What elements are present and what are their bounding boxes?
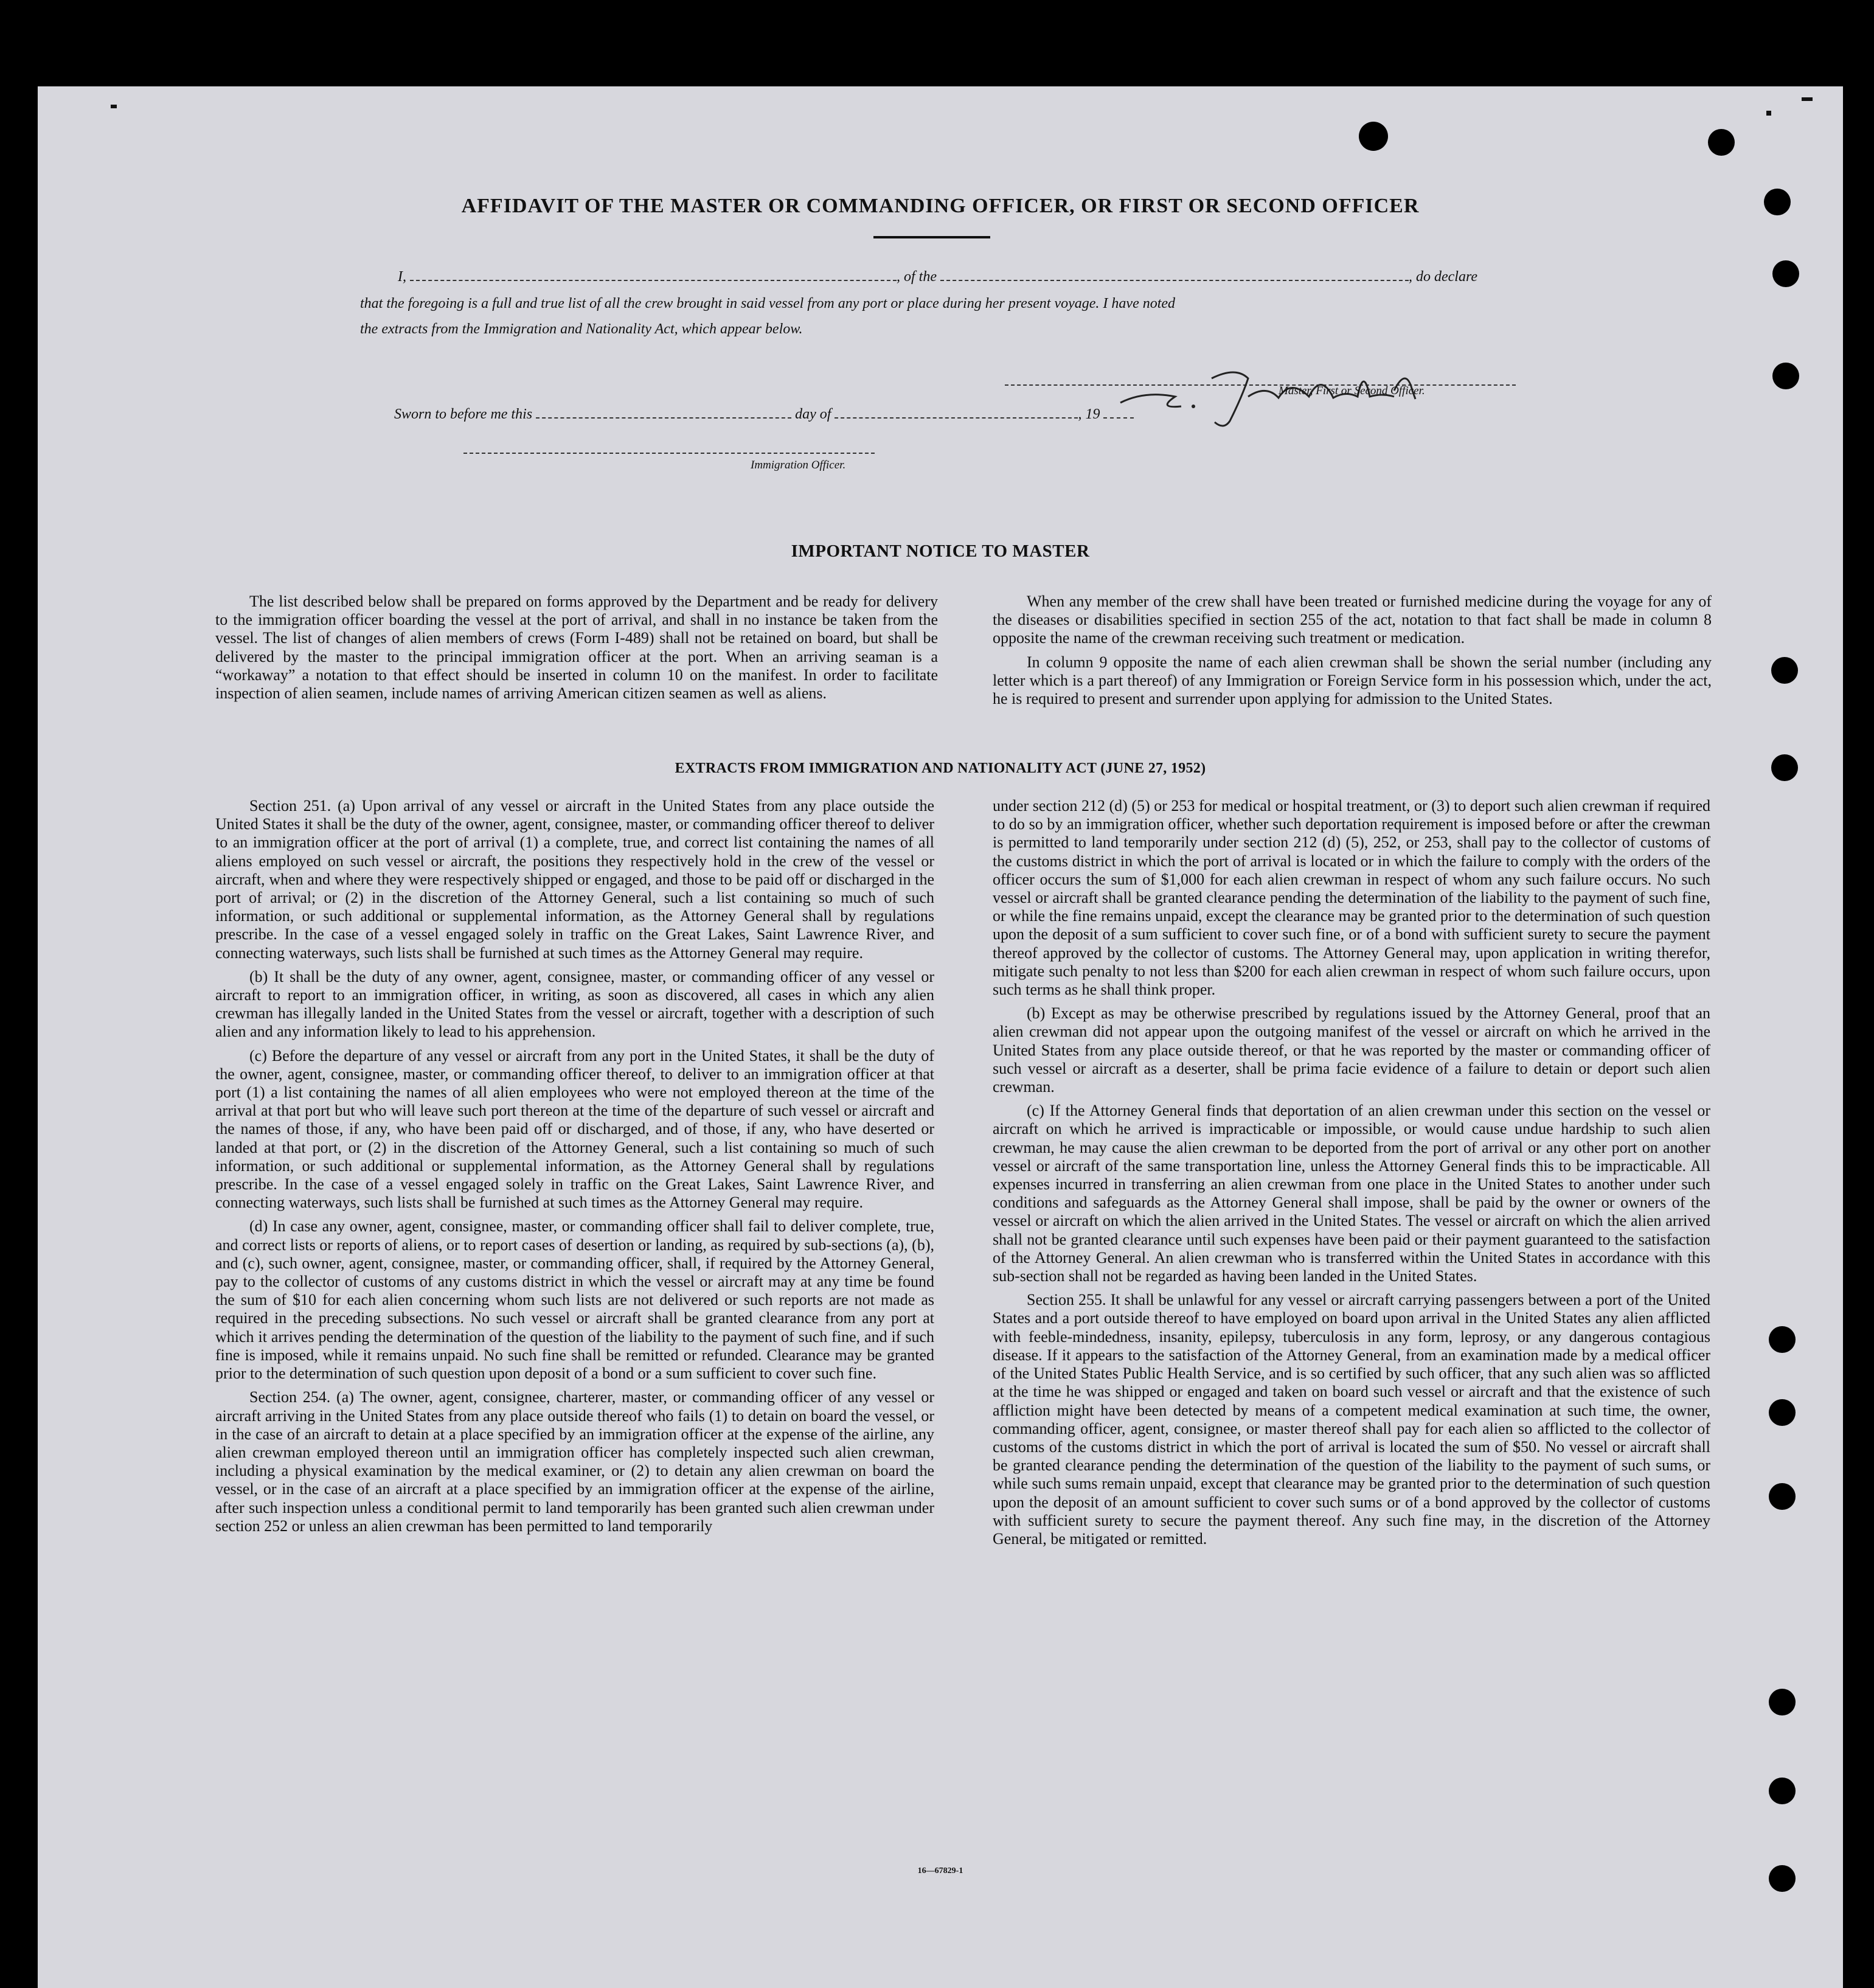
- punch-hole: [1769, 1326, 1796, 1353]
- declaration-line-2: that the foregoing is a full and true list of all the crew brought in said vessel from any port or place during her present voyage. I have noted: [360, 296, 1176, 311]
- notice-paragraph: When any member of the crew shall have been treated or furnished medicine during the voyage for any of the diseases or disabilities specified in section 255 of the act, notation to that fact shall be made in column 8 opposite the name of the crewman receiving such treatment or medication.: [993, 593, 1712, 647]
- punch-hole: [1772, 363, 1799, 389]
- declarant-name-field[interactable]: [410, 268, 897, 281]
- notice-paragraph: The list described below shall be prepared on forms approved by the Department and be ready for delivery to the immigration officer boarding the vessel at the port of arrival, and shall in no instance be taken from the vessel. The list of changes of alien members of crews (Form I-489) shall not be retained on board, but shall be delivered by the master to the principal immigration officer at the port. When an arriving seaman is a “workaway” a notation to that effect should be inserted in column 10 on the manifest. In order to facilitate inspection of alien seamen, include names of arriving American citizen seamen as well as aliens.: [215, 593, 938, 703]
- statute-paragraph: (b) It shall be the duty of any owner, agent, consignee, master, or commanding officer of any vessel or aircraft to report to an immigration officer, in writing, as soon as discovered, all cases in which any alien crewman has illegally landed in the United States from the vessel or aircraft, together with a description of such alien and any information likely to lead to his apprehension.: [215, 967, 934, 1041]
- statute-paragraph: (d) In case any owner, agent, consignee, master, or commanding officer shall fail to deliver complete, true, and correct lists or reports of aliens, or to report cases of desertion or landing, as required by sub-sections (a), (b), and (c), such owner, agent, consignee, master, or commanding officer, shall, if required by the Attorney General, pay to the collector of customs of any customs district in which the vessel or aircraft may at any time be found the sum of $10 for each alien concerning whom such lists are not delivered or such reports are not made as required in the preceding subsections. No such vessel or aircraft shall be granted clearance from any port at which it arrives pending the determination of the question of the liability to the payment of such fine, and if such fine is imposed, while it remains unpaid. No such fine shall be remitted or refunded. Clearance may be granted prior to the determination of such question upon deposit of a bond or a sum sufficient to cover such fine.: [215, 1217, 934, 1383]
- extracts-left-column: [215, 797, 934, 1541]
- statute-paragraph: Section 254. (a) The owner, agent, consignee, charterer, master, or commanding officer of any vessel or aircraft arriving in the United States from any place outside thereof who fails (1) to detain on board the vessel, or in the case of an aircraft to detain at a place specified by an immigration officer at the expense of the airline, any alien crewman employed thereon until an immigration officer has completely inspected such alien crewman, including a physical examination by the medical examiner, or (2) to detain any alien crewman on board the vessel, or in the case of an aircraft at a place specified by an immigration officer at the expense of the airline, after such inspection unless a conditional permit to land temporarily has been granted such alien crewman under section 252 or unless an alien crewman has been permitted to land temporarily: [215, 1388, 934, 1535]
- statute-paragraph: Section 255. It shall be unlawful for any vessel or aircraft carrying passengers between a port of the United States and a port outside thereof to have employed on board upon arrival in the United States any alien afflicted with feeble-mindedness, insanity, epilepsy, tuberculosis in any form, leprosy, or any dangerous contagious disease. If it appears to the satisfaction of the Attorney General, from an examination made by a medical officer of the United States Public Health Service, and is so certified by such officer, that any such alien was so afflicted at the time he was shipped or engaged and taken on board such vessel or aircraft and that the existence of such affliction might have been detected by means of a competent medical examination at such time, the owner, commanding officer, agent, consignee, or master thereof shall pay for each alien so afflicted to the collector of customs of the customs district in which the port of arrival is located the sum of $50. No vessel or aircraft shall be granted clearance pending the determination of the question of the liability to the payment of such sums, or while such sums remain unpaid, except that clearance may be granted prior to the determination of such question upon the deposit of an amount sufficient to cover such sums or of a bond approved by the collector of customs with sufficient surety to secure the payment thereof. Any such fine may, in the discretion of the Attorney General, be mitigated or remitted.: [993, 1291, 1710, 1548]
- affidavit-title: AFFIDAVIT OF THE MASTER OR COMMANDING OFFICER, OR FIRST OR SECOND OFFICER: [461, 195, 1420, 217]
- punch-hole: [1769, 1399, 1796, 1426]
- statute-paragraph: under section 212 (d) (5) or 253 for medical or hospital treatment, or (3) to deport such alien crewman if required to do so by an immigration officer, whether such deportation requirement is imposed before or after the crewman is permitted to land temporarily under section 212 (d) (5), 252, or 253, shall pay to the collector of customs of the customs district in which the port of arrival is located or in which the failure to comply with the orders of the officer occurs the sum of $1,000 for each alien crewman in respect of whom any such failure occurs. No such vessel or aircraft shall be granted clearance pending the determination of the liability to the payment of such fine, or while the fine remains unpaid, except the clearance may be granted prior to the determination of such question upon the deposit of a sum sufficient to cover such fine, or of a bond with sufficient surety to secure the payment thereof approved by the collector of customs. The Attorney General may, upon application in writing therefor, mitigate such penalty to not less than $200 for each alien crewman in respect of whom such failure occurs, upon such terms as he shall think proper.: [993, 797, 1710, 999]
- statute-paragraph: (c) Before the departure of any vessel or aircraft from any port in the United States, it shall be the duty of the owner, agent, consignee, master, or commanding officer thereof, to deliver to an immigration officer at that port (1) a list containing the names of all alien employees who were not employed thereon at the time of the arrival at that port but who will leave such port thereon at the time of the departure of such vessel or aircraft and the names of those, if any, who have been paid off or discharged, and of those, if any, who have deserted or landed at that port, or (2) in the discretion of the Attorney General, such a list containing so much of such information, or such additional or supplemental information, as the Attorney General shall by regulations prescribe. In the case of a vessel engaged solely in traffic on the Great Lakes, Saint Lawrence River, and connecting waterways, such lists shall be furnished at such times as the Attorney General may require.: [215, 1046, 934, 1212]
- sworn-text: Sworn to before me this: [394, 406, 533, 422]
- declaration-line-1: [398, 268, 1477, 285]
- day-of-text: day of: [795, 406, 831, 422]
- statute-paragraph: (b) Except as may be otherwise prescribed by regulations issued by the Attorney General, proof that an alien crewman did not appear upon the outgoing manifest of the vessel or aircraft on which he arrived in the United States from any place outside thereof, or that he was reported by the master or commanding officer of such vessel or aircraft as a deserter, shall be prima facie evidence of a failure to detain or deport such alien crewman.: [993, 1004, 1710, 1096]
- extracts-right-column: [993, 797, 1710, 1554]
- notice-left-column: [215, 593, 938, 708]
- statute-paragraph: Section 251. (a) Upon arrival of any vessel or aircraft in the United States from any place outside the United States it shall be the duty of the owner, agent, consignee, master, or commanding officer thereof to deliver to an immigration officer at the port of arrival (1) a complete, true, and correct list containing the names of all aliens employed on such vessel or aircraft, the positions they respectively hold in the crew of the vessel or aircraft, when and where they were respectively shipped or engaged, and those to be paid off or discharged in the port of arrival; or (2) in the discretion of the Attorney General, such a list containing so much of such information, or such additional or supplemental information, as the Attorney General shall by regulations prescribe. In the case of a vessel engaged solely in traffic on the Great Lakes, Saint Lawrence River, and connecting waterways, such lists shall be furnished at such times as the Attorney General may require.: [215, 797, 934, 962]
- scan-mark: [111, 105, 117, 108]
- sworn-line: [394, 405, 1134, 423]
- punch-hole: [1772, 260, 1799, 287]
- notice-title: IMPORTANT NOTICE TO MASTER: [791, 541, 1090, 561]
- do-declare-text: , do declare: [1409, 269, 1478, 285]
- immigration-officer-signature-field[interactable]: [463, 440, 875, 454]
- form-page: [38, 86, 1843, 1988]
- extracts-title: EXTRACTS FROM IMMIGRATION AND NATIONALITY ACT (JUNE 27, 1952): [675, 760, 1206, 776]
- scan-mark: [1766, 111, 1771, 116]
- declaration-line-3: the extracts from the Immigration and Nationality Act, which appear below.: [360, 321, 803, 337]
- punch-hole: [1769, 1778, 1796, 1804]
- of-the-text: , of the: [897, 269, 937, 285]
- vessel-name-field[interactable]: [940, 268, 1409, 281]
- declare-i-text: I,: [398, 269, 406, 285]
- punch-hole: [1769, 1689, 1796, 1715]
- scan-mark: [1802, 97, 1813, 101]
- master-caption: Master, First or Second Officer.: [1279, 384, 1425, 397]
- punch-hole: [1708, 129, 1735, 156]
- notice-right-column: [993, 593, 1712, 714]
- sworn-day-field[interactable]: [536, 405, 791, 419]
- immigration-officer-line: [463, 440, 875, 458]
- punch-hole: [1359, 122, 1388, 151]
- sworn-year-field[interactable]: [1103, 405, 1134, 419]
- year-prefix-text: , 19: [1078, 406, 1100, 422]
- punch-hole: [1769, 1483, 1796, 1510]
- immigration-officer-caption: Immigration Officer.: [751, 459, 846, 471]
- form-number: 16—67829-1: [917, 1866, 963, 1875]
- sworn-month-field[interactable]: [835, 405, 1078, 419]
- punch-hole: [1771, 657, 1798, 684]
- statute-paragraph: (c) If the Attorney General finds that deportation of an alien crewman under this section on the vessel or aircraft on which he arrived is impracticable or impossible, or would cause undue hardship to such alien crewman, he may cause the alien crewman to be deported from the port of arrival or any other port on another vessel or aircraft of the same transportation line, unless the Attorney General finds this to be impracticable. All expenses incurred in transferring an alien crewman from one place in the United States to another under such conditions and safeguards as the Attorney General shall impose, shall be paid by the owner or owners of the vessel or aircraft on which the alien arrived in the United States. The vessel or aircraft on which the alien arrived shall not be granted clearance until such expenses have been paid or their payment guaranteed to the satisfaction of the Attorney General. An alien crewman who is transferred within the United States in accordance with this sub-section shall not be regarded as having been landed in the United States.: [993, 1102, 1710, 1285]
- notice-paragraph: In column 9 opposite the name of each alien crewman shall be shown the serial number (including any letter which is a part thereof) of any Immigration or Foreign Service form in his possession which, under the act, he is required to present and surrender upon applying for admission to the United States.: [993, 653, 1712, 708]
- title-rule: [873, 236, 990, 238]
